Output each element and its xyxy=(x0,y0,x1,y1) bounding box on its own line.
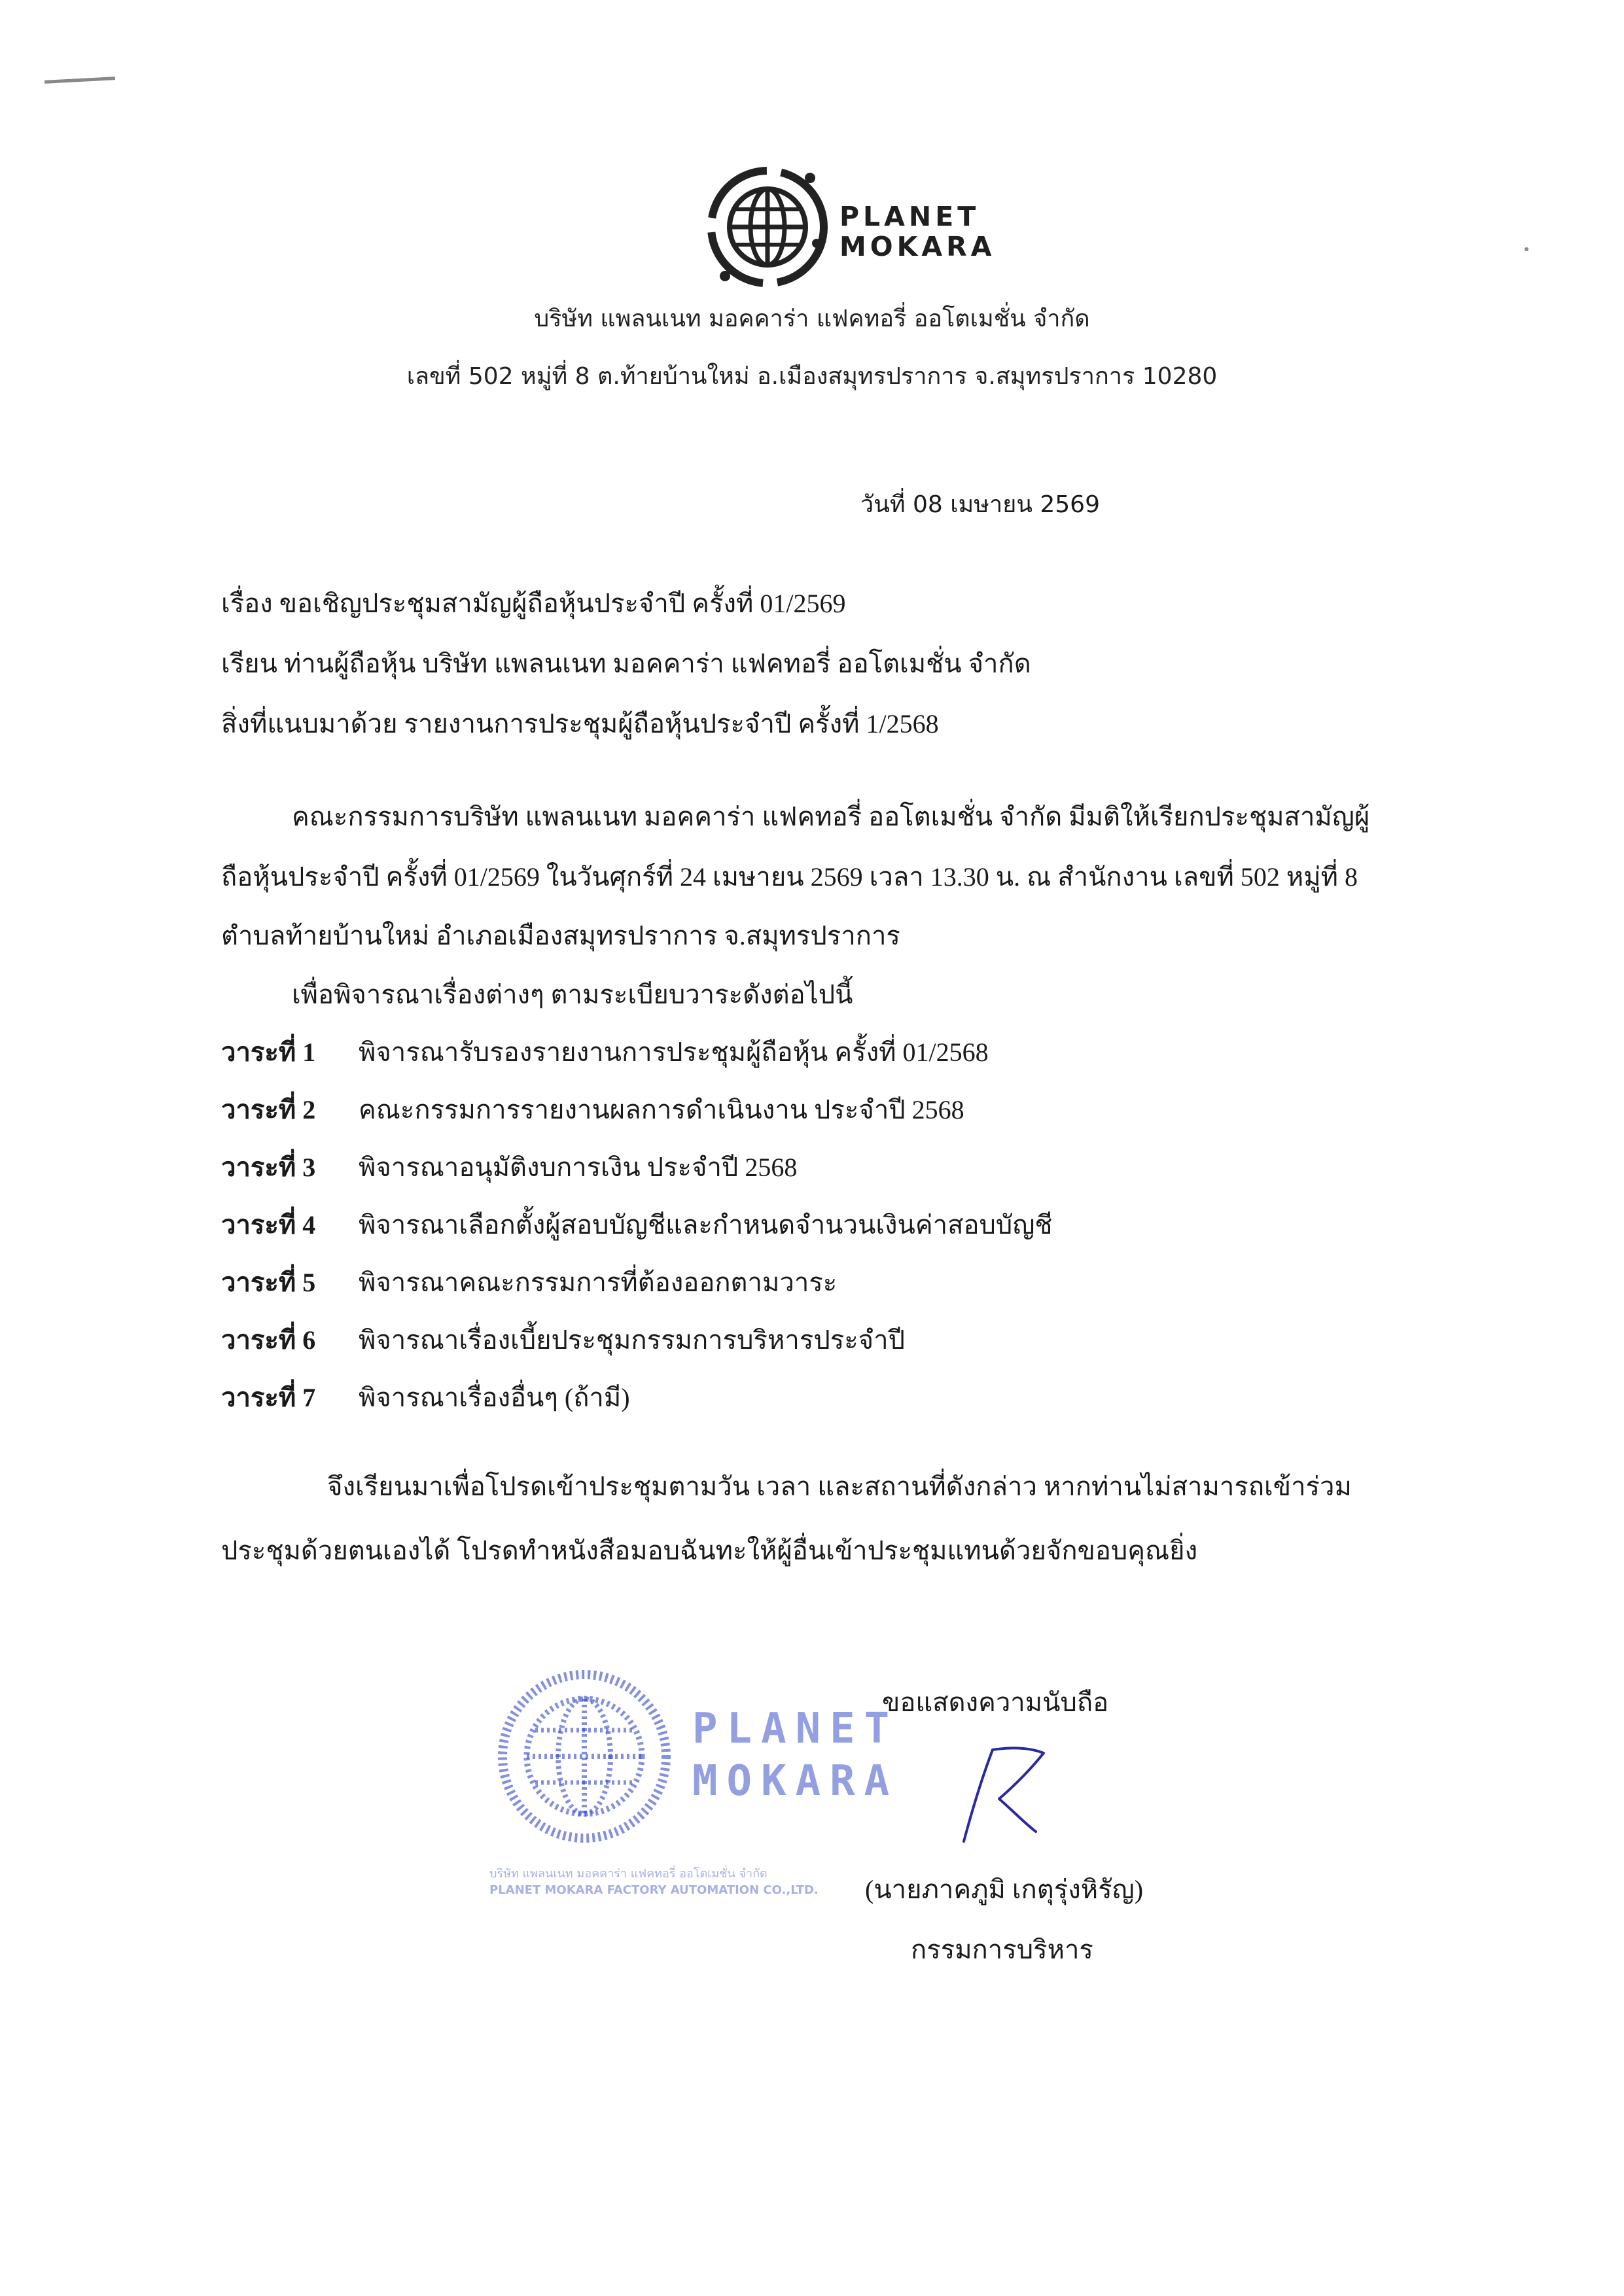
body-line-1: คณะกรรมการบริษัท แพลนเนท มอคคาร่า แฟคทอรี่ ออโตเมชั่น จำกัด มีมติให้เรียกประชุมสามัญผู้ xyxy=(292,802,1370,831)
globe-icon xyxy=(705,165,830,289)
company-address: เลขที่ 502 หมู่ที่ 8 ต.ท้ายบ้านใหม่ อ.เมืองสมุทรปราการ จ.สมุทรปราการ 10280 xyxy=(406,363,1218,390)
recipient-line: เรียน ท่านผู้ถือหุ้น บริษัท แพลนเนท มอคคาร่า แฟคทอรี่ ออโตเมชั่น จำกัด xyxy=(221,649,1031,678)
scan-dot xyxy=(1525,247,1528,251)
agenda-label: วาระที่ 7 xyxy=(221,1383,316,1412)
agenda-item: พิจารณาเรื่องอื่นๆ (ถ้ามี) xyxy=(359,1383,630,1412)
agenda-item: พิจารณารับรองรายงานการประชุมผู้ถือหุ้น ครั้งที่ 01/2568 xyxy=(359,1037,989,1067)
agenda-label: วาระที่ 2 xyxy=(221,1095,316,1124)
handwritten-signature xyxy=(952,1733,1057,1851)
agenda-item: คณะกรรมการรายงานผลการดำเนินงาน ประจำปี 2568 xyxy=(359,1095,964,1124)
logo-text-line1: PLANET xyxy=(839,201,980,232)
agenda-item: พิจารณาอนุมัติงบการเงิน ประจำปี 2568 xyxy=(359,1153,798,1182)
scan-mark xyxy=(44,77,115,84)
signer-name: (นายภาคภูมิ เกตุรุ่งหิรัญ) xyxy=(865,1875,1144,1904)
attachment-line: สิ่งที่แนบมาด้วย รายงานการประชุมผู้ถือหุ้นประจำปี ครั้งที่ 1/2568 xyxy=(221,709,939,739)
agenda-label: วาระที่ 6 xyxy=(221,1325,316,1355)
logo-text-line2: MOKARA xyxy=(839,231,996,262)
body-line-3: ตำบลท้ายบ้านใหม่ อำเภอเมืองสมุทรปราการ จ.สมุทรปราการ xyxy=(221,921,900,950)
agenda-label: วาระที่ 4 xyxy=(221,1210,316,1240)
company-logo xyxy=(705,165,996,289)
regards-text: ขอแสดงความนับถือ xyxy=(882,1688,1109,1717)
body-line-2: ถือหุ้นประจำปี ครั้งที่ 01/2569 ในวันศุกร์ที่ 24 เมษายน 2569 เวลา 13.30 น. ณ สำนักงาน เลขที่ 502 หมู่ที่ 8 xyxy=(221,862,1358,892)
agenda-label: วาระที่ 5 xyxy=(221,1268,316,1297)
stamp-text-line2: MOKARA xyxy=(692,1757,899,1805)
agenda-item: พิจารณาเรื่องเบี้ยประชุมกรรมการบริหารประจำปี xyxy=(359,1325,905,1355)
agenda-item: พิจารณาเลือกตั้งผู้สอบบัญชีและกำหนดจำนวนเงินค่าสอบบัญชี xyxy=(359,1210,1053,1240)
stamp-company-th: บริษัท แพลนเนท มอคคาร่า แฟคทอรี่ ออโตเมชั่น จำกัด xyxy=(489,1867,768,1881)
company-name: บริษัท แพลนเนท มอคคาร่า แฟคทอรี่ ออโตเมชั่น จำกัด xyxy=(534,305,1090,332)
stamp-globe-icon xyxy=(483,1665,686,1854)
agenda-label: วาระที่ 3 xyxy=(221,1153,316,1182)
body-line-4: เพื่อพิจารณาเรื่องต่างๆ ตามระเบียบวาระดังต่อไปนี้ xyxy=(292,980,853,1009)
company-stamp xyxy=(483,1665,908,1913)
closing-line-1: จึงเรียนมาเพื่อโปรดเข้าประชุมตามวัน เวลา และสถานที่ดังกล่าว หากท่านไม่สามารถเข้าร่วม xyxy=(327,1472,1352,1501)
stamp-text-line1: PLANET xyxy=(692,1705,899,1753)
closing-line-2: ประชุมด้วยตนเองได้ โปรดทำหนังสือมอบฉันทะให้ผู้อื่นเข้าประชุมแทนด้วยจักขอบคุณยิ่ง xyxy=(221,1536,1198,1565)
agenda-item: พิจารณาคณะกรรมการที่ต้องออกตามวาระ xyxy=(359,1268,838,1297)
agenda-label: วาระที่ 1 xyxy=(221,1037,316,1067)
signer-position: กรรมการบริหาร xyxy=(911,1935,1093,1964)
stamp-company-en: PLANET MOKARA FACTORY AUTOMATION CO.,LTD. xyxy=(489,1883,819,1897)
subject-line: เรื่อง ขอเชิญประชุมสามัญผู้ถือหุ้นประจำปี ครั้งที่ 01/2569 xyxy=(221,589,846,618)
date-line: วันที่ 08 เมษายน 2569 xyxy=(860,491,1100,518)
